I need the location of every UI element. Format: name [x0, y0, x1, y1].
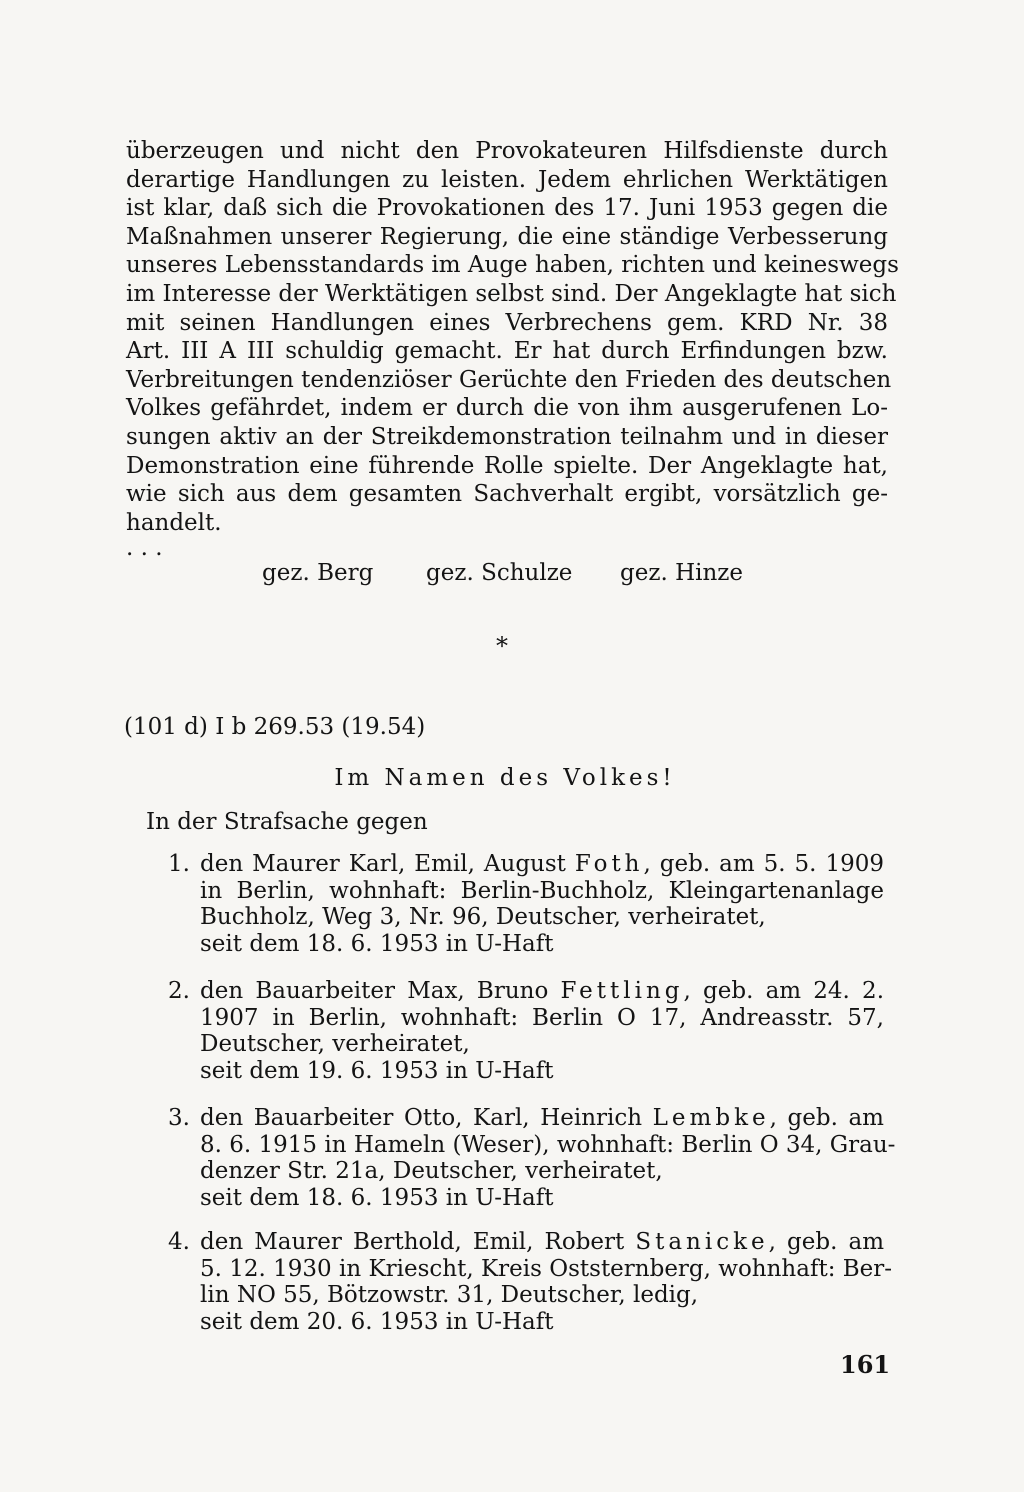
section-separator: * — [496, 632, 508, 660]
signature-berg: gez. Berg — [262, 560, 374, 586]
defendant-number: 4. — [168, 1229, 190, 1255]
defendant-item — [168, 1229, 893, 1335]
case-intro: In der Strafsache gegen — [146, 809, 428, 835]
signature-schulze: gez. Schulze — [426, 560, 573, 586]
paragraph-line: Verbreitungen tendenziöser Gerüchte den Frieden des deutschen — [126, 366, 892, 393]
defendant-line: in Berlin, wohnhaft: Berlin-Buchholz, Kleingartenanlage — [200, 877, 884, 904]
paragraph-line: Demonstration eine führende Rolle spielte. Der Angeklagte hat, — [126, 452, 888, 479]
defendant-line: den Bauarbeiter Otto, Karl, Heinrich Lembke, geb. am — [200, 1105, 884, 1131]
paragraph-line: im Interesse der Werktätigen selbst sind. Der Angeklagte hat sich — [126, 280, 897, 307]
paragraph-line: überzeugen und nicht den Provokateuren Hilfsdienste durch — [126, 138, 888, 164]
defendant-line: seit dem 18. 6. 1953 in U-Haft — [200, 1184, 554, 1211]
defendant-surname: Lembke — [652, 1105, 770, 1131]
paragraph-line: Maßnahmen unserer Regierung, die eine ständige Verbesserung — [126, 223, 888, 250]
paragraph-line: handelt. — [126, 509, 222, 536]
verdict-reasoning-paragraph — [126, 137, 899, 537]
paragraph-line: derartige Handlungen zu leisten. Jedem ehrlichen Werktätigen — [126, 166, 888, 193]
defendant-line: denzer Str. 21a, Deutscher, verheiratet, — [200, 1158, 663, 1184]
paragraph-line: ist klar, daß sich die Provokationen des 17. Juni 1953 gegen die — [126, 195, 888, 222]
defendant-item — [168, 978, 884, 1084]
defendant-item — [168, 1105, 896, 1211]
page-number: 161 — [840, 1350, 891, 1379]
defendant-line: den Bauarbeiter Max, Bruno Fettling, geb. am 24. 2. — [200, 978, 884, 1004]
defendant-line: den Maurer Berthold, Emil, Robert Stanicke, geb. am — [200, 1229, 884, 1255]
defendant-line: seit dem 20. 6. 1953 in U-Haft — [200, 1308, 554, 1335]
paragraph-line: Volkes gefährdet, indem er durch die von ihm ausgerufenen Lo- — [126, 395, 888, 422]
defendant-line: Buchholz, Weg 3, Nr. 96, Deutscher, verheiratet, — [200, 904, 766, 930]
defendant-surname: Stanicke — [635, 1229, 769, 1255]
defendant-line: 8. 6. 1915 in Hameln (Weser), wohnhaft: Berlin O 34, Grau- — [200, 1131, 896, 1158]
defendant-number: 1. — [168, 851, 190, 877]
omission-ellipsis: . . . — [126, 535, 163, 561]
defendant-line: seit dem 19. 6. 1953 in U-Haft — [200, 1057, 554, 1084]
defendant-number: 3. — [168, 1105, 190, 1131]
paragraph-line: wie sich aus dem gesamten Sachverhalt ergibt, vorsätzlich ge- — [126, 481, 888, 508]
defendant-item — [168, 851, 884, 957]
paragraph-line: Art. III A III schuldig gemacht. Er hat durch Erfindungen bzw. — [126, 338, 888, 365]
defendant-line: 5. 12. 1930 in Kriescht, Kreis Oststernberg, wohnhaft: Ber- — [200, 1255, 893, 1282]
defendant-number: 2. — [168, 978, 190, 1004]
defendant-line: seit dem 18. 6. 1953 in U-Haft — [200, 930, 554, 957]
verdict-heading: Im Namen des Volkes! — [334, 765, 676, 791]
defendant-line: 1907 in Berlin, wohnhaft: Berlin O 17, Andreasstr. 57, — [200, 1004, 884, 1031]
signature-hinze: gez. Hinze — [620, 560, 744, 586]
defendant-line: lin NO 55, Bötzowstr. 31, Deutscher, ledig, — [200, 1282, 699, 1308]
defendant-line: Deutscher, verheiratet, — [200, 1031, 470, 1057]
paragraph-line: sungen aktiv an der Streikdemonstration teilnahm und in dieser — [126, 423, 888, 450]
paragraph-line: unseres Lebensstandards im Auge haben, richten und keineswegs — [126, 252, 899, 279]
paragraph-line: mit seinen Handlungen eines Verbrechens gem. KRD Nr. 38 — [126, 309, 888, 336]
defendant-surname: Fettling — [560, 978, 684, 1004]
defendant-surname: Foth — [574, 851, 644, 877]
case-number: (101 d) I b 269.53 (19.54) — [124, 714, 426, 740]
defendant-line: den Maurer Karl, Emil, August Foth, geb. am 5. 5. 1909 — [200, 851, 884, 877]
